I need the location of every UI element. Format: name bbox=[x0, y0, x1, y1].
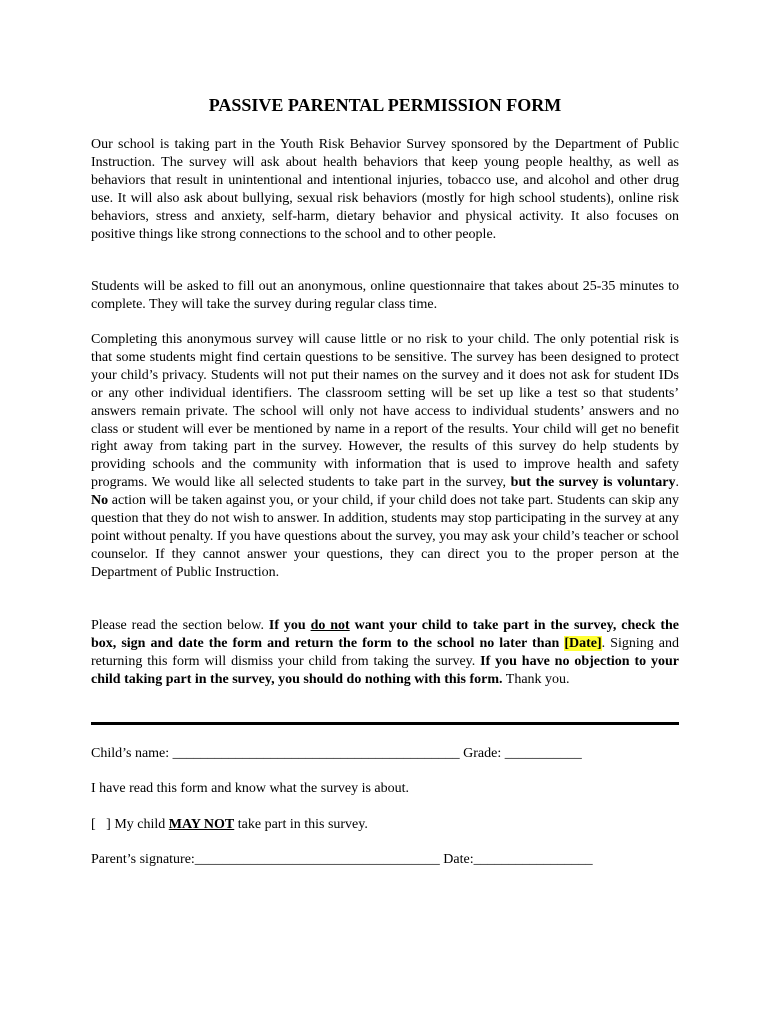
risk-text: Completing this anonymous survey will cause little or no risk to your child. The only potential risk is that some students might find certain questions to be sensitive. The survey has been designed to protect your child’s privacy. Students will not put their names on the survey and it does not ask for student IDs or any other individual identifiers. The classroom setting will be set up like a test so that students’ answers remain private. The school will only not have access to individual students’ answers and no class or student will ever be mentioned by name in a report of the results. Your child will get no benefit right away from taking part in the survey. However, the results of this survey do help students by providing schools and the community with information that is used to improve health and safety programs. We would like all selected students to take part in the survey, bbox=[91, 332, 679, 491]
instructions-intro: Please read the section below. bbox=[91, 618, 269, 633]
no-action-emphasis: No bbox=[91, 493, 109, 509]
instructions-dismiss-text: . Signing and returning this form will dismiss your child from taking the survey. bbox=[91, 635, 680, 669]
opt-out-line bbox=[91, 816, 691, 834]
risk-text-continued: action will be taken against you, or your child, if your child does not take part. Students can skip any question that they do not wish to answer. In addition, students may stop participating in the survey at any point without penalty. If you have questions about the survey, you may ask your child’s teacher or school counselor. If they cannot answer your questions, they can direct you to the proper person at the Department of Public Instruction. bbox=[91, 493, 679, 580]
may-not-emphasis: MAY NOT bbox=[168, 817, 235, 832]
opt-out-checkbox[interactable]: [ ] bbox=[91, 817, 111, 832]
voluntary-emphasis: but the survey is voluntary bbox=[510, 475, 676, 491]
no-objection-emphasis: If you have no objection to your child taking part in the survey, you should do nothing with this form. bbox=[91, 653, 679, 687]
date-placeholder: [Date] bbox=[564, 635, 602, 651]
acknowledgement-text: I have read this form and know what the survey is about. bbox=[91, 781, 410, 796]
instructions-paragraph bbox=[91, 617, 679, 689]
opt-out-prefix: My child bbox=[110, 817, 169, 832]
risk-text-period: . bbox=[675, 475, 679, 491]
questionnaire-paragraph: Students will be asked to fill out an anonymous, online questionnaire that takes about 25-35 minutes to complete. They will take the survey during regular class time. bbox=[91, 279, 679, 312]
instructions-bold-start: If you bbox=[268, 618, 311, 633]
form-title: PASSIVE PARENTAL PERMISSION FORM bbox=[208, 95, 562, 115]
opt-out-suffix: take part in this survey. bbox=[234, 817, 368, 832]
instructions-bold-return: want your child to take part in the survey, check the box, sign and date the form and return the form to the school no later than bbox=[91, 618, 680, 651]
risk-privacy-paragraph bbox=[91, 331, 679, 582]
thank-you-text: Thank you. bbox=[502, 671, 570, 687]
do-not-emphasis: do not bbox=[310, 618, 350, 633]
signature-date-line[interactable]: Parent’s signature:___________________________________ Date:_________________ bbox=[91, 852, 593, 867]
child-name-grade-line[interactable]: Child’s name: _________________________________________ Grade: ___________ bbox=[91, 746, 582, 761]
section-divider bbox=[91, 722, 679, 725]
survey-intro-paragraph: Our school is taking part in the Youth Risk Behavior Survey sponsored by the Department of Public Instruction. The survey will ask about health behaviors that keep young people healthy, as well as behaviors that result in unintentional and intentional injuries, tobacco use, and alcohol and other drug use. It will also ask about bullying, sexual risk behaviors (mostly for high school students), online risk behaviors, stress and anxiety, self-harm, dietary behavior and physical activity. It also focuses on positive things like strong connections to the school and to other people. bbox=[91, 137, 679, 242]
